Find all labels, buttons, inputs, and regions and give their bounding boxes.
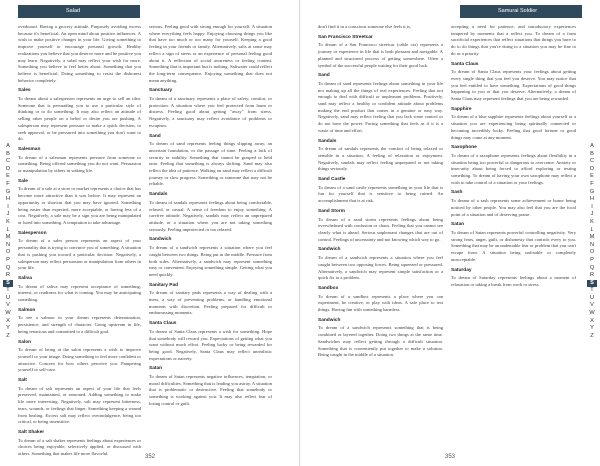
entry-title: Sanitary Pad xyxy=(149,282,179,288)
left-column-1 xyxy=(18,24,141,457)
entry-title: Santa Claus xyxy=(451,61,479,67)
entry-title: Sandbox xyxy=(318,285,339,291)
alphabet-letter-j[interactable]: J xyxy=(590,211,594,218)
entry-body: To dream of sand represents feeling things slipping away, an uncertain foundation, or the passage of time. Feeling a lack of security or stability. Something that cannot be grasped or held onto. Feeling that something is always shifting. Sand may also reflect the idea of patience. Walking on sand may reflect a difficult journey or slow progress. Something or someone that may not be reliable. xyxy=(149,141,272,187)
entry-title: Salmon xyxy=(18,307,36,313)
entry-body: serious. Feeling good with strong enough for yourself. A situation where everything feels happy. Enjoying choosing things you like that have too much or too many for yourself. Keeping a good feeling in your friends or family. Alternatively, salts at some may reflect a sign of stress or an experience of personal feeling good about it. A reflection of social awareness or feeling content. Something that is important but is nothing. Saltwater could reflect the long-term consequence. Enjoying something that does not mean anything. xyxy=(149,24,272,83)
entry-body: To dream of sand represents feelings about something in your life not making up all the things of real experiences. Feeling that not enough to deal with difficult or unpleasant problems. Positively, sand may reflect a healthy or confident attitude about problems making the end product that comes in a genuine or easy way. Negatively, sand may reflect feeling that you lack some control or do not have the power. Facing something that feels as if it is a waste of time and effort. xyxy=(318,80,443,133)
entry-body: To see a salmon in your dream represents determination, persistence, and strength of character. Going upstream in life, being tenacious and committed to a difficult goal. xyxy=(18,315,141,334)
dictionary-entry xyxy=(451,62,576,103)
alphabet-letter-n[interactable]: N xyxy=(589,241,595,248)
entry-body: To dream of a salesman represents pressure from someone or something. Being offered something you do not want. Persuasion or manipulation by others in waking life. xyxy=(18,154,141,174)
entry-body: overboard. Having a grocery attitude. Purposely avoiding excess because it's beneficial. An open mind about positive influences. A wish to make positive changes in your life. Giving something to improve yourself or encourage personal growth. Healthy realizations you believe that you deserve more and be positive you may learn. Negatively, a salad may reflect your wish for more. Something you believe to feel better about. Something that you believe is beneficial. Doing something to resist the dishonest behavior completely. xyxy=(18,24,141,83)
alphabet-letter-h[interactable]: H xyxy=(5,196,11,203)
dictionary-entry xyxy=(18,147,141,175)
entry-title: Santa Claus xyxy=(149,321,177,327)
alphabet-letter-x[interactable]: X xyxy=(6,317,10,324)
right-column-1 xyxy=(318,24,443,440)
entry-body: don't find it in a conscious someone else feels it is. xyxy=(318,24,412,29)
right-page xyxy=(300,0,600,466)
entry-title: Sales xyxy=(18,88,31,94)
alphabet-letter-d[interactable]: D xyxy=(589,165,595,172)
dictionary-entry xyxy=(18,340,141,375)
alphabet-letter-m[interactable]: M xyxy=(589,234,595,241)
entry-title: Saliva xyxy=(18,275,32,281)
alphabet-letter-c[interactable]: C xyxy=(589,158,595,165)
alphabet-letter-v[interactable]: V xyxy=(590,302,594,309)
alphabet-index-left xyxy=(3,143,13,340)
alphabet-letter-s[interactable]: S xyxy=(587,280,597,288)
alphabet-letter-i[interactable]: I xyxy=(591,203,593,210)
alphabet-letter-p[interactable]: P xyxy=(6,256,10,263)
dictionary-entry xyxy=(149,283,272,318)
entry-body: To dream of a sand castle represents something in your life that is fun for yourself that is sensitive to being ruined. An accomplishment that is at risk. xyxy=(318,184,443,204)
entry-body: To dream of sandals represents the comfort of being relaxed or sensible in a situation. A feeling of relaxation or enjoyment. Negatively, sandals may reflect feeling unprepared or not taking things seriously. xyxy=(318,146,443,172)
entry-title: Sanctuary xyxy=(149,88,173,94)
entry-body: To dream of a San Francisco streetcar (cable car) represents a journey or experience in life that is both pleasant and navigable. A planned and structured process of getting somewhere. Often a symbol of the successful people waiting for their good luck. xyxy=(318,42,443,68)
dictionary-entry xyxy=(18,308,141,336)
dictionary-entry xyxy=(18,179,141,227)
dictionary-entry xyxy=(18,378,141,426)
entry-title: Sandals xyxy=(318,138,337,144)
entry-body: To dream of a sandwich represents a situation where you feel caught between two opposing forces. Being squeezed or pressured. Alternatively, a sandwich may represent simple satisfaction or a quick fix to a problem. xyxy=(318,255,443,281)
alphabet-letter-h[interactable]: H xyxy=(589,196,595,203)
dictionary-entry xyxy=(18,276,141,304)
running-header-left: Salad xyxy=(18,5,140,18)
alphabet-letter-u[interactable]: U xyxy=(5,294,11,301)
alphabet-letter-r[interactable]: R xyxy=(5,272,11,279)
alphabet-letter-t[interactable]: T xyxy=(590,287,594,294)
entry-body: To dream of saliva may represent acceptance of something, interest, or readiness for what is coming. You may be anticipating something. xyxy=(18,283,141,303)
alphabet-letter-e[interactable]: E xyxy=(590,173,594,180)
right-columns xyxy=(318,24,576,440)
entry-title: Salesperson xyxy=(18,230,47,236)
alphabet-letter-g[interactable]: G xyxy=(589,188,595,195)
dictionary-entry xyxy=(318,247,443,282)
entry-title: Sandwich xyxy=(149,237,172,243)
alphabet-letter-o[interactable]: O xyxy=(589,249,595,256)
dictionary-entry xyxy=(149,366,272,407)
entry-title: Sand xyxy=(318,73,330,79)
entry-body: To dream of Saturday represents feelings about a moment of relaxation or taking a break from work or stress. xyxy=(451,275,576,287)
entry-body: To dream of a sales person represents an aspect of your personality that is trying to convince you of something. A situation that is pushing you toward a particular decision. Negatively, a salesperson may reflect persuasion or manipulation from others in your life. xyxy=(18,238,141,271)
entry-body: To dream of a sash represents some achievement or honor being noticed by other people. You may also feel that you are the focal point of a situation and of deserving praise. xyxy=(451,198,576,217)
entry-title: Salt xyxy=(18,378,27,384)
alphabet-letter-j[interactable]: J xyxy=(6,211,10,218)
dictionary-entry xyxy=(318,139,443,174)
entry-title: Sandwich xyxy=(318,317,341,323)
alphabet-letter-f[interactable]: F xyxy=(590,180,594,187)
left-column-2 xyxy=(149,24,272,440)
dictionary-entry xyxy=(149,24,272,84)
entry-body: To dream of a sandwich represents a situation where you feel caught between two things. Being put in the middle. Pressure from both sides. Alternatively, a sandwich may represent something easy or convenient. Enjoying something simple. Getting what you need quickly. xyxy=(149,245,272,277)
alphabet-letter-a[interactable]: A xyxy=(590,143,594,149)
alphabet-letter-y[interactable]: Y xyxy=(590,325,594,332)
alphabet-letter-m[interactable]: M xyxy=(5,234,11,241)
entry-title: Sandals xyxy=(149,192,168,198)
entry-body: To dream of sanitary pads represents a way of dealing with a mess, a way of preventing problems, or handling emotional moments with discretion. Feeling prepared for difficult or embarrassing moments. xyxy=(149,290,272,316)
dictionary-entry xyxy=(149,134,272,189)
alphabet-letter-v[interactable]: V xyxy=(6,302,10,309)
entry-body: To dream of a sanctuary represents a place of safety, comfort, or protection. A situation where you feel protected from harm or distress. Feeling good about getting "away" from stress. Negatively, a sanctuary may reflect avoidance of problems or escapism. xyxy=(149,96,272,128)
alphabet-letter-t[interactable]: T xyxy=(6,287,10,294)
entry-title: Salt Shaker xyxy=(18,429,45,435)
alphabet-letter-x[interactable]: X xyxy=(590,317,594,324)
entry-title: Salesman xyxy=(18,146,41,152)
alphabet-letter-n[interactable]: N xyxy=(5,241,11,248)
alphabet-letter-f[interactable]: F xyxy=(6,180,10,187)
page-number-left: 352 xyxy=(144,454,155,460)
entry-title: Saxophone xyxy=(451,145,477,151)
dictionary-entry xyxy=(318,73,443,134)
dictionary-entry xyxy=(18,231,141,272)
dictionary-entry xyxy=(318,24,443,31)
entry-title: Sand Storm xyxy=(318,208,345,214)
alphabet-letter-b[interactable]: B xyxy=(6,150,10,157)
entry-title: Sand xyxy=(149,133,161,139)
alphabet-letter-s[interactable]: S xyxy=(3,280,13,288)
alphabet-letter-z[interactable]: Z xyxy=(590,332,594,339)
alphabet-letter-g[interactable]: G xyxy=(5,188,11,195)
entry-body: accepting a need for patience, and introductory experiences tempered by moments that a reflect you. To dream of a form sacrificial experiences that reflect situations that things you have to do to do things that you're doing to a situation you may be fine to do as a priority. xyxy=(451,24,576,56)
dictionary-entry xyxy=(451,107,576,142)
entry-body: To dream of a saxophone represents feelings about flexibility in a situation being too powerful or dangerous to overcome. Anxiety or insecurity about being forced to afford exploring or testing something. To dream of having your own saxophone may reflect a wish to take control of a situation or your feelings. xyxy=(451,152,576,185)
entry-title: Sapphire xyxy=(451,106,472,112)
entry-title: Sash xyxy=(451,190,463,196)
alphabet-letter-w[interactable]: W xyxy=(5,310,11,317)
alphabet-letter-k[interactable]: K xyxy=(6,218,10,225)
alphabet-letter-l[interactable]: L xyxy=(590,226,594,233)
entry-body: To dream of salt represents an aspect of your life that feels preserved, maintained, or seasoned. Adding something to make life more interesting. Negatively, salt may represent bitterness, tears, wounds, or feelings that linger. Something keeping a wound from healing. Excess salt may reflect overindulgence, being too critical, or being insensitive. xyxy=(18,385,141,425)
dictionary-entry xyxy=(318,177,443,205)
entry-body: To dream of being at the salon represents a wish to improve yourself or your image. Doing something to feel more confident or attractive. Concern for how others perceive you. Pampering yourself or self-care. xyxy=(18,347,141,373)
dictionary-entry xyxy=(451,268,576,289)
alphabet-letter-w[interactable]: W xyxy=(589,310,595,317)
dictionary-entry xyxy=(451,190,576,218)
dictionary-entry xyxy=(149,321,272,362)
alphabet-letter-k[interactable]: K xyxy=(590,218,594,225)
alphabet-letter-e[interactable]: E xyxy=(6,173,10,180)
entry-body: To dream of a sale at a store or market represents a choice that has become more attractive than it was before. It may represent an opportunity or shortcut that you may have ignored. Something being easier than expected, more acceptable, or having less of a cost. Negatively, a sale may be a sign you are being manipulated or lured into something. A temptation to take advantage. xyxy=(18,186,141,225)
entry-body: To dream of a salt shaker represents feelings about experiences or choices being enjoyable, selectively applied, or discussed with others. Something that makes life more flavorful. xyxy=(18,437,141,457)
alphabet-letter-o[interactable]: O xyxy=(5,249,11,256)
entry-body: To dream of a sand storm represents feelings about being overwhelmed with confusion or chaos. Feeling that you cannot see clearly what is ahead. Serious unpleasant changes that are out of control. Feelings of uncertainty and not knowing which way to go. xyxy=(318,216,443,242)
entry-body: To dream of sandals represents feelings about being comfortable, relaxed, or casual. A sense of freedom to enjoy something. A carefree attitude. Negatively, sandals may reflect an unprepared attitude, or a situation where you are not taking something seriously. Feeling unprotected or too relaxed. xyxy=(149,199,272,232)
right-column-2 xyxy=(451,24,576,440)
alphabet-index-right xyxy=(587,143,597,340)
dictionary-entry xyxy=(451,222,576,263)
dictionary-entry xyxy=(149,237,272,278)
running-header-right: Samurai Soldier xyxy=(460,5,582,18)
entry-body: To dream of Santa Claus represents your feelings about getting every single thing that you feel you deserve. You may notice that you feel entitled to have something. Expectations of good things happening to you or that you deserve. Alternatively, a dream of Santa Claus may represent feelings that you are being rewarded. xyxy=(451,69,576,102)
dictionary-entry xyxy=(318,35,443,70)
alphabet-letter-i[interactable]: I xyxy=(7,203,9,210)
entry-body: To dream of a sandwich represents something that is being combined or layered together. Doing two things at the same time. Sandwiches may reflect getting through a difficult situation. Something that is conveniently put together to make a solution. Being caught in the middle of a situation. xyxy=(318,325,443,358)
dictionary-entry xyxy=(149,88,272,129)
alphabet-letter-b[interactable]: B xyxy=(590,150,594,157)
dictionary-entry xyxy=(18,24,141,84)
alphabet-letter-r[interactable]: R xyxy=(589,272,595,279)
entry-title: Saturday xyxy=(451,267,472,273)
alphabet-letter-p[interactable]: P xyxy=(590,256,594,263)
entry-body: To dream of a sandbox represents a place where you can experiment, be creative, or play with ideas. A safe place to test things. Having fun with something harmless. xyxy=(318,293,443,313)
alphabet-letter-a[interactable]: A xyxy=(6,143,10,149)
alphabet-letter-q[interactable]: Q xyxy=(589,264,595,271)
page-number-right: 353 xyxy=(444,454,455,460)
entry-title: Sand Castle xyxy=(318,177,346,183)
entry-title: Salon xyxy=(18,339,32,345)
dictionary-entry xyxy=(451,24,576,58)
dictionary-entry xyxy=(451,145,576,186)
alphabet-letter-z[interactable]: Z xyxy=(6,332,10,339)
alphabet-letter-l[interactable]: L xyxy=(6,226,10,233)
alphabet-letter-u[interactable]: U xyxy=(589,294,595,301)
entry-body: To dream of a blue sapphire represents feelings about yourself or a situation you are experiencing being spiritually connected or becoming incredibly lucky. Feeling that good fortune or good things may come at any moment. xyxy=(451,114,576,140)
alphabet-letter-q[interactable]: Q xyxy=(5,264,11,271)
entry-title: San Francisco Streetcar xyxy=(318,34,373,40)
entry-title: Sandwich xyxy=(318,247,341,253)
entry-title: Satan xyxy=(149,366,163,372)
dictionary-entry xyxy=(318,286,443,314)
entry-title: Sale xyxy=(18,178,28,184)
entry-title: Satan xyxy=(451,222,465,228)
entry-body: To dream of Satan represents powerful controlling negativity. Very strong fears, anger, guilt, or dishonesty that controls every to you. Something that may be an undeniable fear or problem that you can't escape from. A situation being unfixable or completely unacceptable. xyxy=(451,229,576,262)
dictionary-entry xyxy=(18,88,141,143)
dictionary-entry xyxy=(318,318,443,359)
entry-body: To dream of Satan represents negative influences, temptation, or moral difficulties. Something that is leading you astray. A situation that is problematic or destructive. Feeling that somebody or something is working against you. It may also reflect fear of losing control or guilt. xyxy=(149,374,272,406)
entry-body: To dream about a salesperson represents an urge to sell an idea. Someone that is persuading you to use a particular style of thinking or to do something. It may also reflect an attitude of selling other people on a belief or desire you are pushing. A salesperson may represent pressure to make a quick decision, to seek approval, or be pressured into something you don't want to do. xyxy=(18,96,141,142)
entry-body: To dream of Santa Claus represents a wish for something. Hope that somebody will reward you. Expectations of getting what you want without much effort. Feeling lucky or being rewarded for being good. Negatively, Santa Claus may reflect unrealistic expectations or naivety. xyxy=(149,328,272,361)
alphabet-letter-y[interactable]: Y xyxy=(6,325,10,332)
dictionary-entry xyxy=(318,209,443,244)
alphabet-letter-d[interactable]: D xyxy=(5,165,11,172)
dictionary-entry xyxy=(18,430,141,458)
alphabet-letter-c[interactable]: C xyxy=(5,158,11,165)
dictionary-entry xyxy=(149,192,272,233)
